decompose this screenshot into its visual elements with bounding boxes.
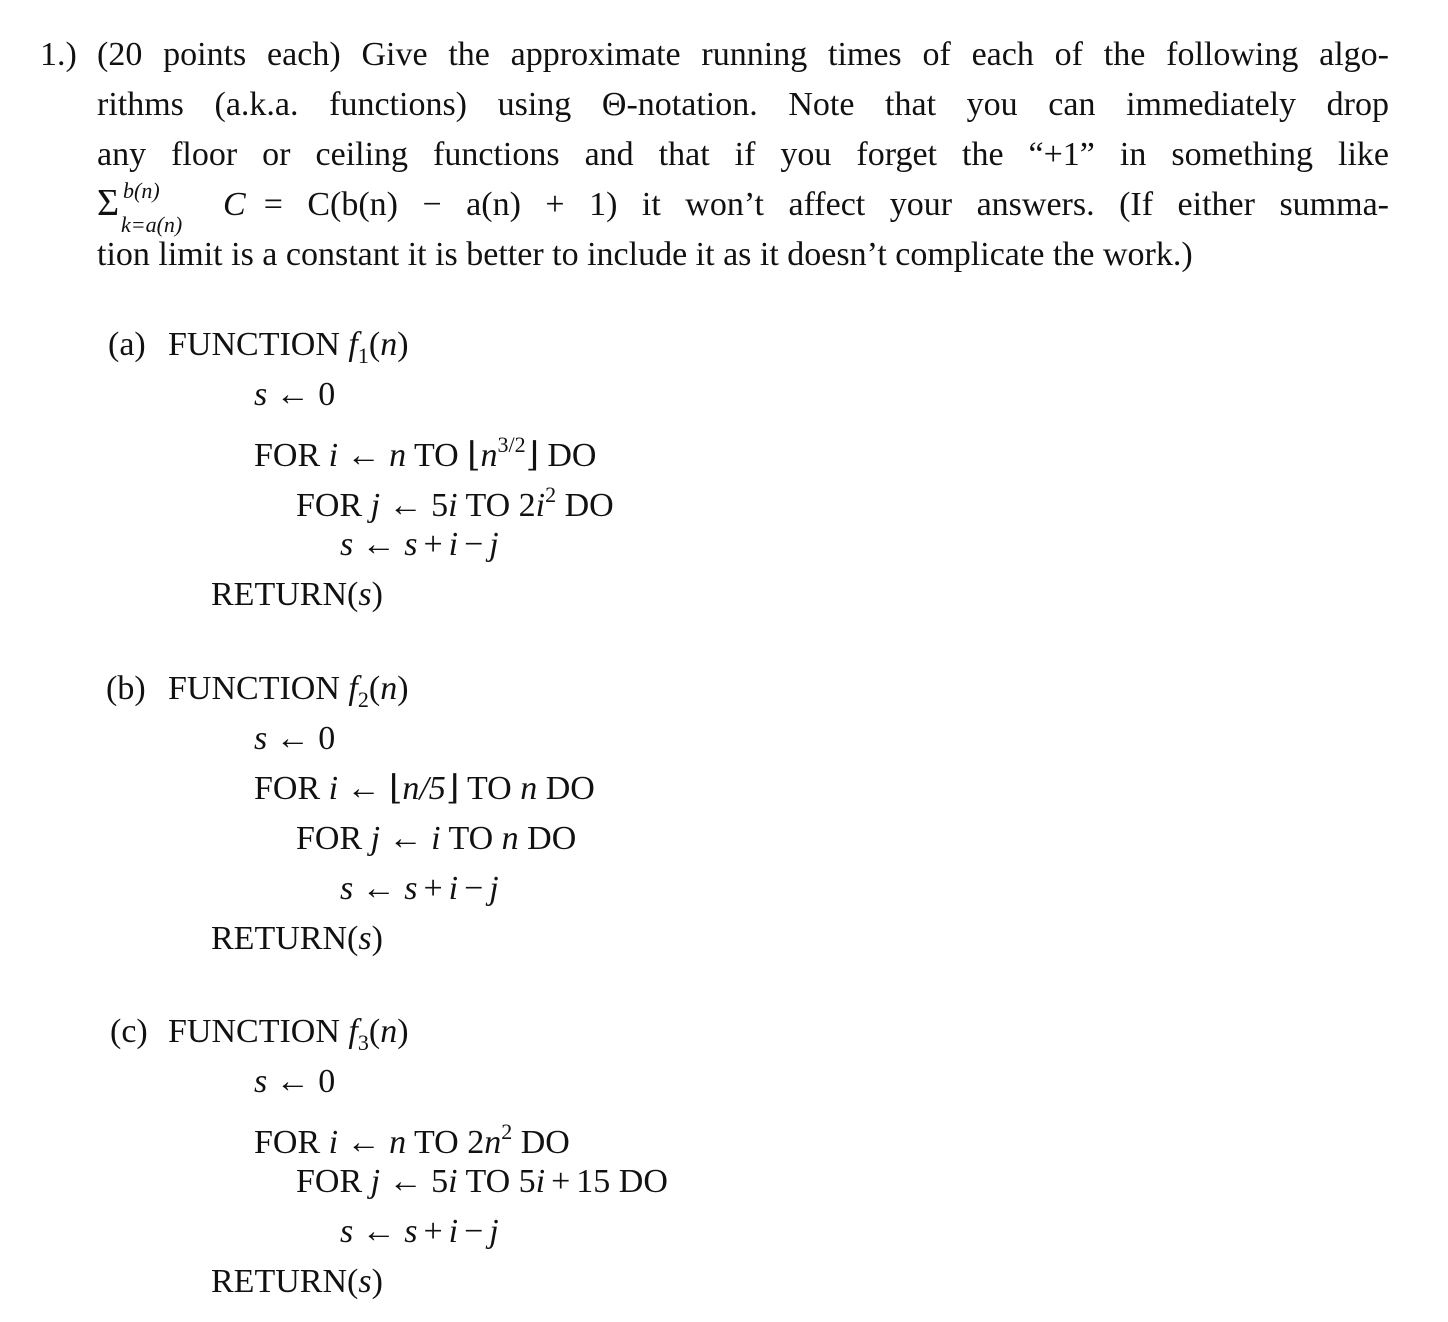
part-c-label: (c)	[110, 1013, 148, 1050]
part-b-line-5: RETURN(s)	[211, 920, 383, 957]
minus-sign: −	[464, 870, 484, 907]
part-c-line-1: s ← 0	[254, 1063, 336, 1100]
plus-sign: +	[423, 870, 443, 907]
floor-right: ⌋	[445, 770, 460, 807]
number: 5	[431, 1163, 449, 1200]
intro-line-2: rithms (a.k.a. functions) using Θ-notation. Note that you can immediately drop	[97, 86, 1389, 123]
plus-sign: +	[423, 1213, 443, 1250]
part-b-line-3: FOR j ← i TO n DO	[296, 820, 577, 857]
do-keyword: DO	[545, 770, 595, 807]
assign-arrow: ←	[275, 1063, 310, 1100]
part-b-line-4: s ← s + i − j	[340, 870, 499, 907]
to-keyword: TO	[465, 1163, 511, 1200]
number-zero: 0	[318, 720, 336, 757]
assign-arrow: ←	[388, 487, 423, 524]
summation-lower-limit: k=a(n)	[121, 212, 183, 237]
assign-arrow: ←	[361, 1213, 396, 1250]
plus-sign: +	[551, 1163, 571, 1200]
minus-sign: −	[464, 1213, 484, 1250]
to-keyword: TO	[465, 487, 511, 524]
for-keyword: FOR	[254, 770, 321, 807]
to-keyword: TO	[466, 770, 512, 807]
part-b-line-1: s ← 0	[254, 720, 336, 757]
part-b-line-2: FOR i ← ⌊n/5⌋ TO n DO	[254, 770, 595, 807]
intro-line-1: (20 points each) Give the approximate running times of each of the following algo-	[97, 36, 1389, 73]
part-c-line-2: FOR i ← n TO $2n^2$ DO	[254, 1119, 570, 1161]
part-a-line-4: s ← s + i − j	[340, 526, 499, 563]
to-keyword: TO	[448, 820, 494, 857]
summation-sigma: Σ	[97, 182, 120, 224]
part-b-label: (b)	[106, 670, 146, 707]
part-c-line-3: FOR j ← 5i TO 5i + 15 DO	[296, 1163, 668, 1200]
intro-line-5: tion limit is a constant it is better to include it as it doesn’t complicate the work.)	[97, 236, 1193, 273]
assign-arrow: ←	[388, 1163, 423, 1200]
part-b-header: FUNCTION $f_2(n)$	[168, 670, 409, 712]
for-keyword: FOR	[254, 1124, 321, 1161]
number: 15	[576, 1163, 611, 1200]
for-keyword: FOR	[296, 487, 363, 524]
assign-arrow: ←	[275, 376, 310, 413]
part-c-line-5: RETURN(s)	[211, 1263, 383, 1300]
function-subscript: 1	[357, 343, 369, 368]
assign-arrow: ←	[346, 437, 381, 474]
function-subscript: 3	[357, 1030, 369, 1055]
function-name: $f_3$	[348, 1013, 369, 1055]
floor-right: ⌋	[525, 437, 539, 474]
assign-arrow: ←	[275, 720, 310, 757]
number-zero: 0	[318, 376, 336, 413]
function-keyword: FUNCTION	[168, 1013, 340, 1050]
for-keyword: FOR	[254, 437, 321, 474]
floor-left: ⌊	[389, 770, 403, 807]
exponent: 3/2	[497, 432, 526, 457]
function-name: $f_2$	[348, 670, 369, 712]
summation-notation	[97, 178, 231, 237]
intro-line-4-text: = C(b(n) − a(n) + 1) it won’t affect your answers. (If either summa-	[263, 186, 1389, 223]
number: 5	[431, 487, 449, 524]
part-a-line-5: RETURN(s)	[211, 576, 383, 613]
do-keyword: DO	[527, 820, 577, 857]
function-subscript: 2	[357, 687, 369, 712]
part-a-header: FUNCTION $f_1(n)$	[168, 326, 409, 368]
return-keyword: RETURN	[211, 920, 347, 957]
part-a-label: (a)	[108, 326, 146, 363]
minus-sign: −	[464, 526, 484, 563]
intro-line-4	[97, 178, 1389, 237]
exponent: 2	[501, 1119, 513, 1144]
number: 2	[518, 487, 536, 524]
do-keyword: DO	[564, 487, 614, 524]
for-keyword: FOR	[296, 820, 363, 857]
part-a-line-3: FOR j ← 5i TO $2i^2$ DO	[296, 482, 614, 524]
to-keyword: TO	[413, 1124, 459, 1161]
intro-line-3: any floor or ceiling functions and that if you forget the “+1” in something like	[97, 136, 1389, 173]
assign-arrow: ←	[346, 770, 381, 807]
return-keyword: RETURN	[211, 576, 347, 613]
to-keyword: TO	[413, 437, 459, 474]
n-over-5: n/5	[402, 770, 446, 807]
summation-term: C	[223, 186, 246, 223]
part-a-line-1: s ← 0	[254, 376, 336, 413]
assign-arrow: ←	[361, 870, 396, 907]
assign-arrow: ←	[361, 526, 396, 563]
number-zero: 0	[318, 1063, 336, 1100]
part-a-line-2: FOR i ← n TO $⌊n^{3/2}⌋$ DO	[254, 432, 597, 474]
function-keyword: FUNCTION	[168, 326, 340, 363]
number: 2	[467, 1124, 485, 1161]
do-keyword: DO	[547, 437, 597, 474]
part-c-header: FUNCTION $f_3(n)$	[168, 1013, 409, 1055]
plus-sign: +	[423, 526, 443, 563]
return-keyword: RETURN	[211, 1263, 347, 1300]
problem-intro	[97, 30, 1389, 280]
function-keyword: FUNCTION	[168, 670, 340, 707]
number: 5	[518, 1163, 536, 1200]
floor-left: ⌊	[467, 437, 481, 474]
for-keyword: FOR	[296, 1163, 363, 1200]
function-name: $f_1$	[348, 326, 369, 368]
do-keyword: DO	[618, 1163, 668, 1200]
summation-upper-limit: b(n)	[123, 178, 160, 203]
assign-arrow: ←	[346, 1124, 381, 1161]
problem-number: 1.)	[40, 36, 77, 73]
part-c-line-4: s ← s + i − j	[340, 1213, 499, 1250]
exponent: 2	[545, 482, 557, 507]
do-keyword: DO	[520, 1124, 570, 1161]
assign-arrow: ←	[388, 820, 423, 857]
